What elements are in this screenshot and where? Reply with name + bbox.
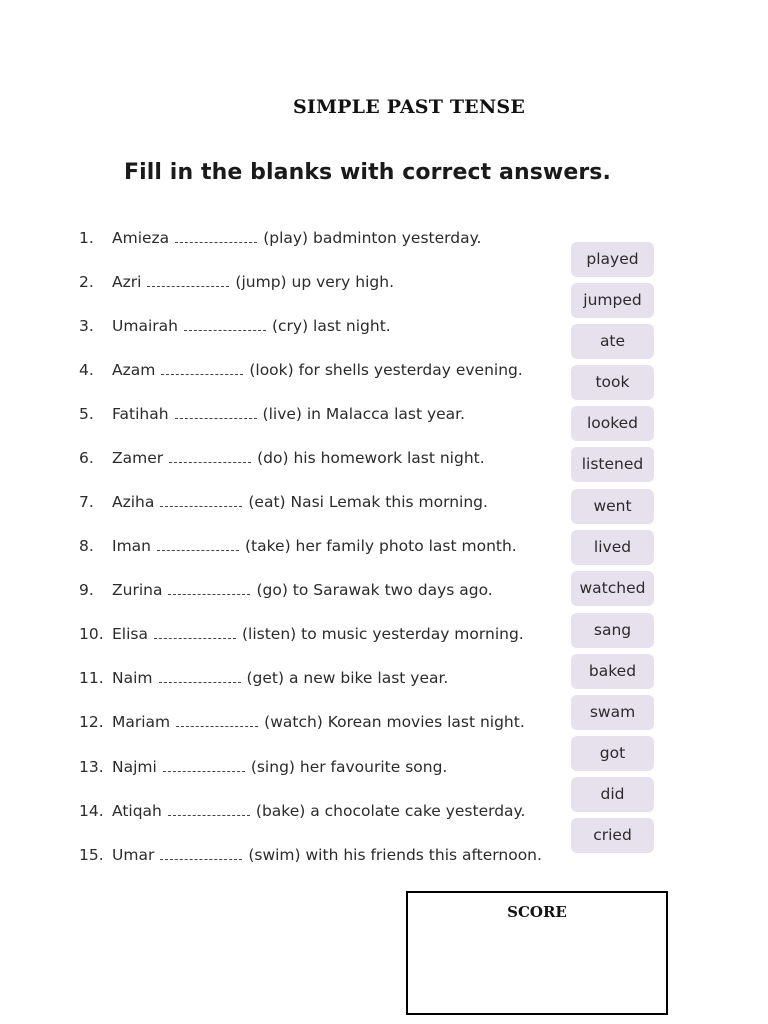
- question-number: 11.: [79, 669, 104, 687]
- question-text: (eat) Nasi Lemak this morning.: [248, 493, 488, 511]
- question-item: [79, 269, 394, 295]
- question-subject: Naim: [112, 669, 153, 687]
- question-subject: Umairah: [112, 317, 178, 335]
- answer-blank[interactable]: [160, 492, 242, 507]
- question-subject: Elisa: [112, 625, 148, 643]
- word-chip[interactable]: did: [571, 777, 654, 812]
- question-number: 3.: [79, 317, 94, 335]
- answer-blank[interactable]: [147, 272, 229, 287]
- question-item: [79, 754, 447, 780]
- answer-blank[interactable]: [168, 801, 250, 816]
- answer-blank[interactable]: [163, 757, 245, 772]
- answer-blank[interactable]: [161, 360, 243, 375]
- question-subject: Azri: [112, 273, 142, 291]
- question-subject: Zamer: [112, 449, 164, 467]
- question-number: 8.: [79, 537, 94, 555]
- word-chip[interactable]: cried: [571, 818, 654, 853]
- question-text: (bake) a chocolate cake yesterday.: [255, 802, 526, 820]
- word-chip[interactable]: looked: [571, 406, 654, 441]
- answer-blank[interactable]: [154, 624, 236, 639]
- question-item: [79, 401, 465, 427]
- word-chip[interactable]: went: [571, 489, 654, 524]
- answer-blank[interactable]: [157, 536, 239, 551]
- question-item: [79, 798, 525, 824]
- question-subject: Zurina: [112, 581, 163, 599]
- question-number: 6.: [79, 449, 94, 467]
- question-subject: Mariam: [112, 713, 171, 731]
- question-number: 5.: [79, 405, 94, 423]
- answer-blank[interactable]: [160, 845, 242, 860]
- question-item: [79, 357, 523, 383]
- question-subject: Fatihah: [112, 405, 169, 423]
- question-item: [79, 489, 488, 515]
- question-number: 2.: [79, 273, 94, 291]
- instruction-heading: Fill in the blanks with correct answers.: [124, 160, 611, 185]
- question-number: 9.: [79, 581, 94, 599]
- answer-blank[interactable]: [168, 580, 250, 595]
- question-text: (sing) her favourite song.: [250, 758, 448, 776]
- page-title: SIMPLE PAST TENSE: [292, 96, 526, 118]
- question-item: [79, 313, 391, 339]
- question-subject: Najmi: [112, 758, 157, 776]
- question-item: [79, 577, 493, 603]
- question-item: [79, 533, 517, 559]
- question-text: (listen) to music yesterday morning.: [241, 625, 524, 643]
- question-number: 14.: [79, 802, 104, 820]
- answer-blank[interactable]: [169, 448, 251, 463]
- word-chip[interactable]: listened: [571, 447, 654, 482]
- word-chip[interactable]: swam: [571, 695, 654, 730]
- question-subject: Iman: [112, 537, 151, 555]
- question-subject: Aziha: [112, 493, 155, 511]
- question-text: (watch) Korean movies last night.: [264, 713, 525, 731]
- question-text: (swim) with his friends this afternoon.: [248, 846, 542, 864]
- question-item: [79, 709, 525, 735]
- answer-blank[interactable]: [159, 668, 241, 683]
- word-chip[interactable]: sang: [571, 613, 654, 648]
- answer-blank[interactable]: [184, 316, 266, 331]
- question-text: (play) badminton yesterday.: [263, 229, 482, 247]
- question-item: [79, 842, 542, 868]
- question-item: [79, 621, 524, 647]
- question-item: [79, 665, 448, 691]
- question-number: 13.: [79, 758, 104, 776]
- score-box[interactable]: [406, 891, 668, 1015]
- word-chip[interactable]: lived: [571, 530, 654, 565]
- question-number: 12.: [79, 713, 104, 731]
- question-text: (get) a new bike last year.: [246, 669, 449, 687]
- word-chip[interactable]: jumped: [571, 283, 654, 318]
- question-subject: Azam: [112, 361, 156, 379]
- word-chip[interactable]: took: [571, 365, 654, 400]
- question-number: 15.: [79, 846, 104, 864]
- word-chip[interactable]: ate: [571, 324, 654, 359]
- word-chip[interactable]: baked: [571, 654, 654, 689]
- word-chip[interactable]: watched: [571, 571, 654, 606]
- question-text: (go) to Sarawak two days ago.: [256, 581, 493, 599]
- answer-blank[interactable]: [176, 712, 258, 727]
- question-text: (take) her family photo last month.: [245, 537, 517, 555]
- question-text: (jump) up very high.: [235, 273, 395, 291]
- word-chip[interactable]: played: [571, 242, 654, 277]
- question-subject: Umar: [112, 846, 155, 864]
- answer-blank[interactable]: [175, 404, 257, 419]
- question-text: (cry) last night.: [271, 317, 391, 335]
- question-text: (look) for shells yesterday evening.: [249, 361, 523, 379]
- question-text: (do) his homework last night.: [257, 449, 485, 467]
- question-text: (live) in Malacca last year.: [262, 405, 466, 423]
- question-number: 4.: [79, 361, 94, 379]
- score-label: SCORE: [507, 903, 567, 921]
- question-item: [79, 225, 481, 251]
- question-item: [79, 445, 485, 471]
- question-subject: Amieza: [112, 229, 170, 247]
- word-chip[interactable]: got: [571, 736, 654, 771]
- answer-blank[interactable]: [175, 228, 257, 243]
- question-subject: Atiqah: [112, 802, 162, 820]
- question-number: 7.: [79, 493, 94, 511]
- question-number: 10.: [79, 625, 104, 643]
- question-number: 1.: [79, 229, 94, 247]
